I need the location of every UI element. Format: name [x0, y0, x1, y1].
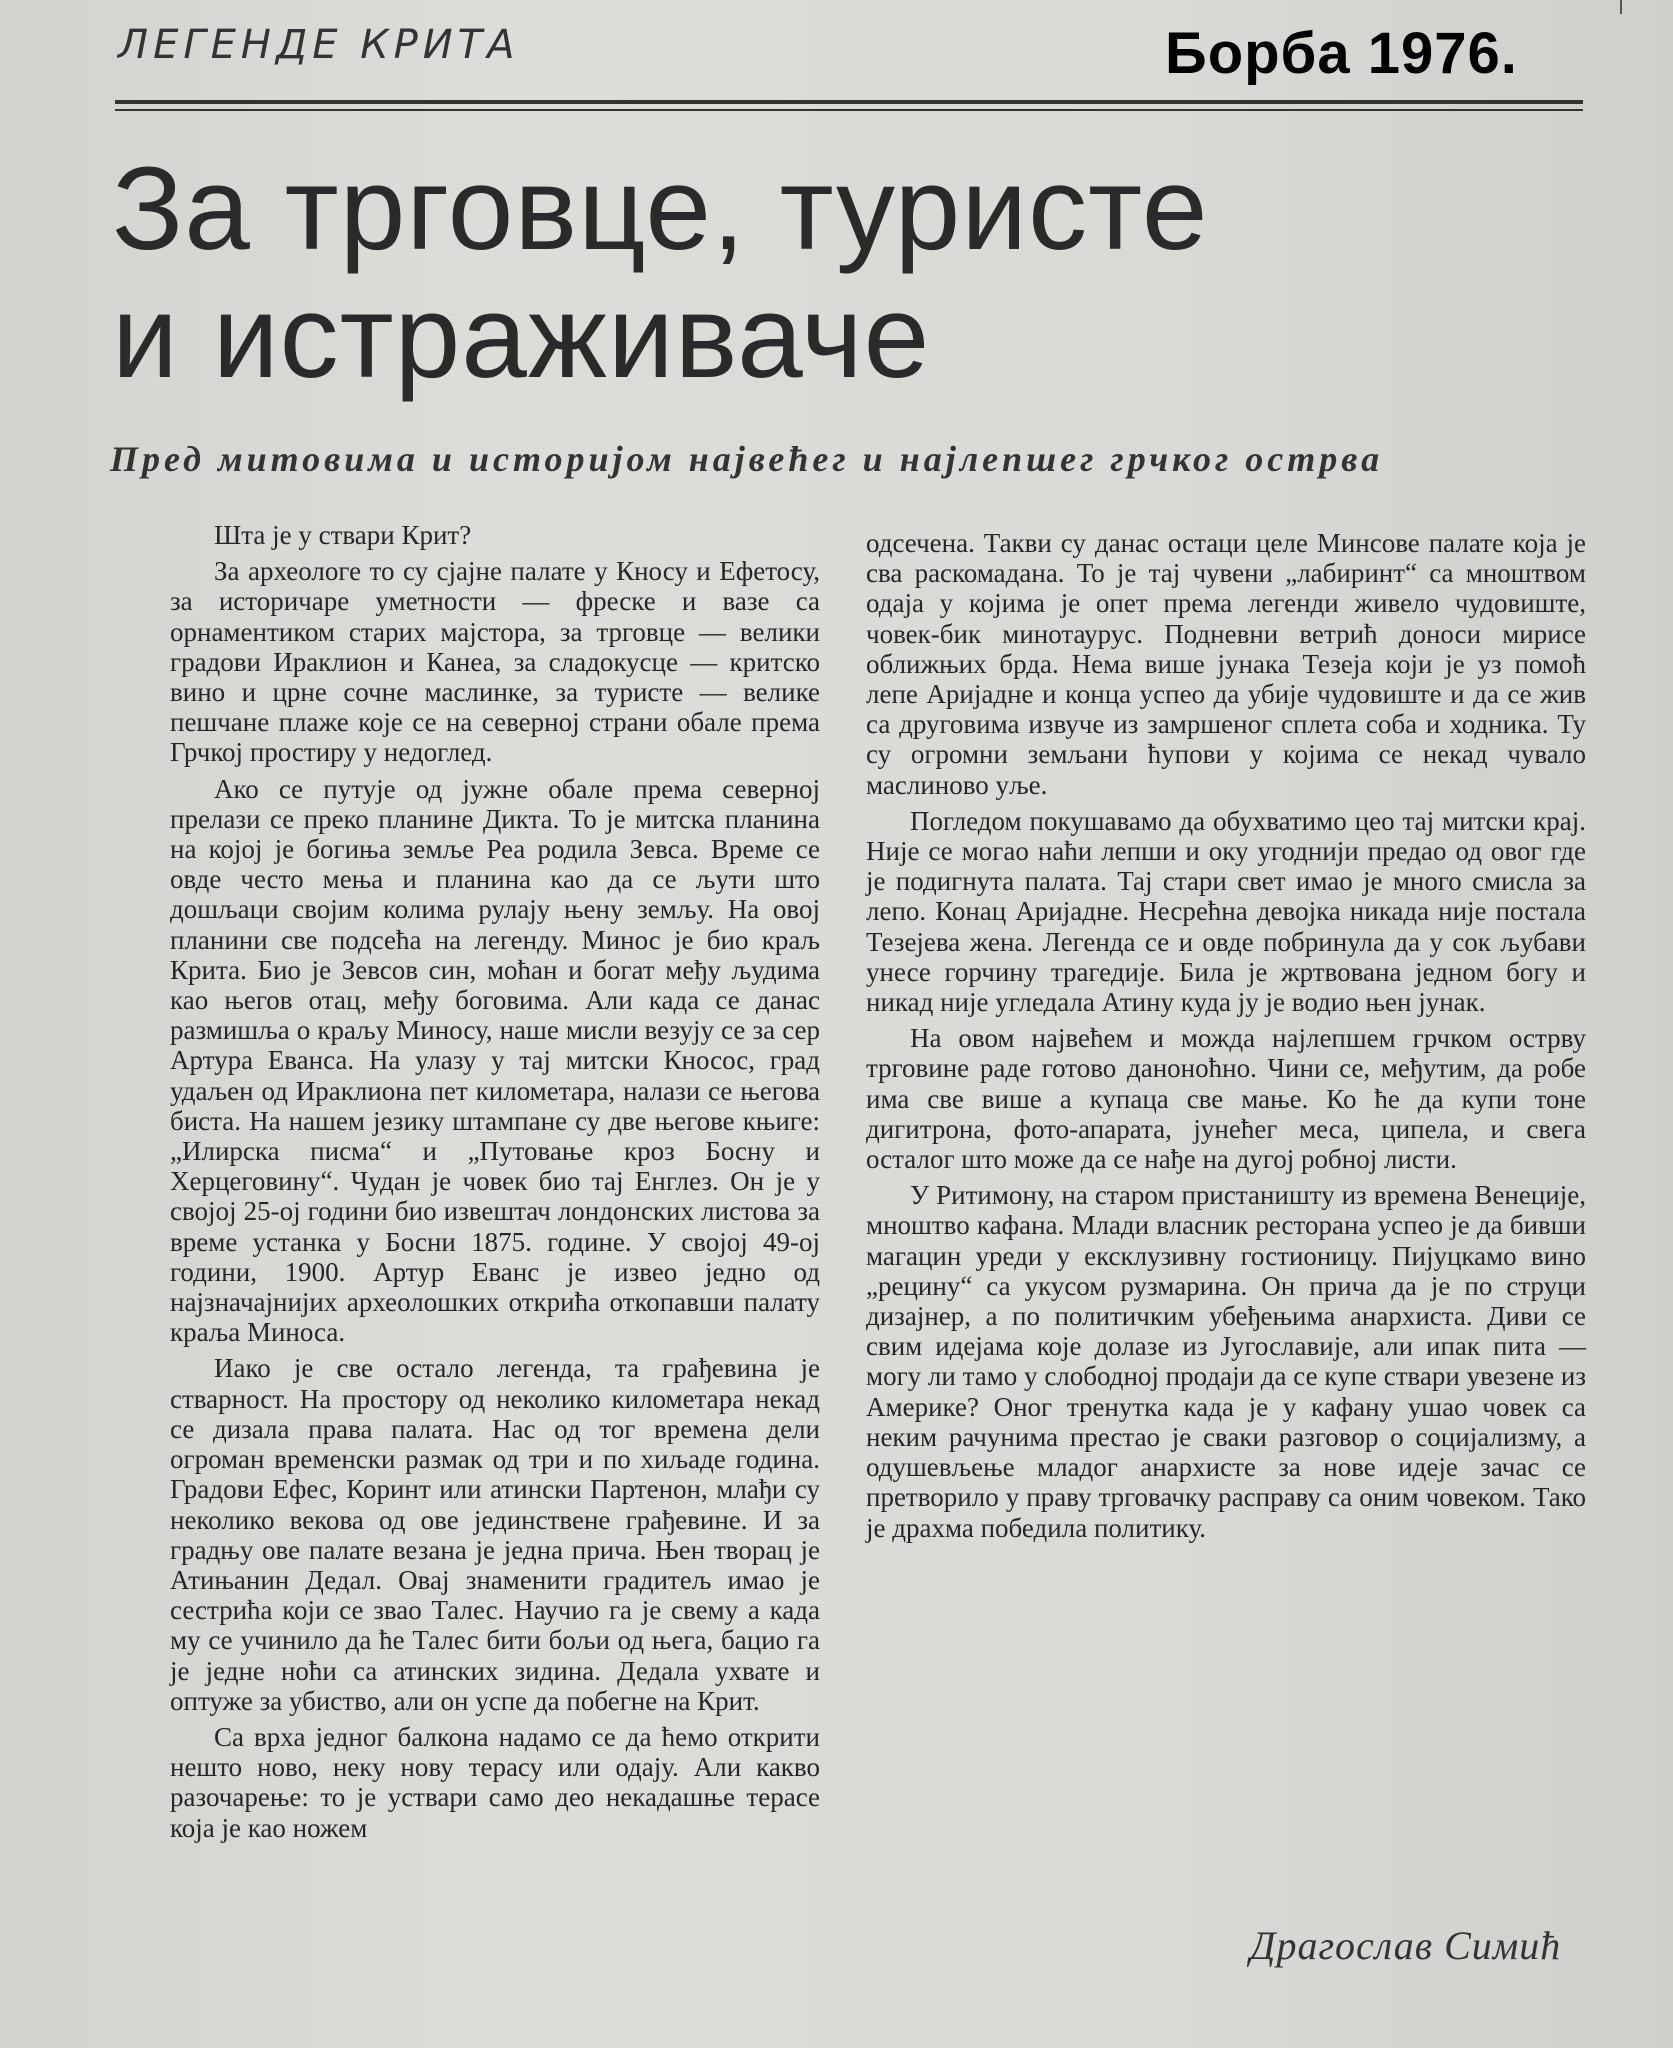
- paragraph: Ако се путује од јужне обале према северној прелази се преко планине Дикта. То је митска планина на којој је богиња земље Реа родила Зевса. Време се овде често мења и планина као да се љути што дошљаци својим колима рулају њену земљу. На овој планини све подсећа на легенду. Минос је био краљ Крита. Био је Зевсов син, моћан и богат међу људима као његов отац, међу боговима. Али када се данас размишља о краљу Миносу, наше мисли везују се за сер Артура Еванса. На улазу у тај митски Кносос, град удаљен од Ираклиона пет километара, налази се његова биста. На нашем језику штампане су две његове књиге: „Илирска писма“ и „Путовање кроз Босну и Херцеговину“. Чудан је човек био тај Енглез. Он је у својој 25-ој години био извештач лондонских листова за време устанка у Босни 1875. године. У својој 49-ој години, 1900. Артур Еванс је извео једно од најзначајнијих археолошких открића откопавши палату краља Миноса.: [170, 773, 820, 1348]
- section-rubric: ЛЕГЕНДЕ КРИТА: [118, 22, 520, 68]
- right-column: [866, 528, 1586, 1549]
- header-rule: [115, 100, 1583, 111]
- source-label: Борба 1976.: [1165, 21, 1518, 86]
- paragraph: Са врха једног балкона надамо се да ћемо открити нешто ново, неку нову терасу или одају. Али какво разочарење: то је уствари само део некадашње терасе која је као ножем: [170, 1721, 820, 1843]
- article-headline: [112, 145, 1412, 401]
- paragraph: Иако је све остало легенда, та грађевина је стварност. На простору од неколико километара некад се дизала права палата. Нас од тог времена дели огроман временски размак од три и по хиљаде година. Градови Ефес, Коринт или атински Партенон, млађи су неколико векова од ове јединствене грађевине. И за градњу ове палате везана је једна прича. Њен творац је Атињанин Дедал. Овај знаменити градитељ имао је сестрића који се звао Талес. Научио га је свему а када му се учинило да ће Талес бити бољи од њега, бацио га је једне ноћи са атинских зидина. Дедала ухвате и оптуже за убиство, али он успе да побегне на Крит.: [170, 1353, 820, 1716]
- headline-line-2: и истраживаче: [112, 271, 931, 403]
- paragraph: На овом највећем и можда најлепшем грчком острву трговине раде готово даноноћно. Чини се, међутим, да робе има све више а купаца све мање. Ко ће да купи тоне дигитрона, фото-апарата, јунећег меса, ципела, и свега осталог што може да се нађе на дугој робној листи.: [866, 1023, 1586, 1175]
- paragraph: У Ритимону, на старом пристаништу из времена Венеције, мноштво кафана. Млади власник ресторана успео је да бивши магацин уреди у ексклузивну гостионицу. Пијуцкамо вино „рецину“ са укусом рузмарина. Он прича да је по струци дизајнер, а по политичким убеђењима анархиста. Диви се свим идејама које долазе из Југославије, али ипак пита — могу ли тамо у слободној продаји да се купе ствари увезене из Америке? Оног тренутка када је у кафану ушао човек са неким рачунима престао је сваки разговор о социјализму, а одушевљење младог анархисте за нове идеје зачас се претворило у праву трговачку расправу са оним човеком. Тако је драхма победила политику.: [866, 1180, 1586, 1543]
- author-signature: Драгослав Симић: [1250, 1923, 1562, 1968]
- paragraph: одсечена. Такви су данас остаци целе Минсове палате која је сва раскомадана. То је тај чувени „лабиринт“ са мноштвом одаја у којима је опет према легенди живело чудовиште, човек-бик минотаурус. Подневни ветрић доноси мирисе оближњих брда. Нема више јунака Тезеја који је уз помоћ лепе Аријадне и конца успео да убије чудовиште и да се жив са друговима извуче из замршеног сплета соба и ходника. Ту су огромни земљани ћупови у којима се некад чувало маслиново уље.: [866, 528, 1586, 800]
- article-subheadline: Пред митовима и историјом највећег и најлепшег грчког острва: [110, 439, 1384, 479]
- paragraph: Шта је у ствари Крит?: [214, 520, 472, 550]
- headline-line-1: За трговце, туристе: [112, 143, 1209, 275]
- scan-edge-mark: [1620, 0, 1634, 14]
- paragraph: Погледом покушавамо да обухватимо цео тај митски крај. Није се могао наћи лепши и оку угоднији предао од овог где је подигнута палата. Тај стари свет имао је много смисла за лепо. Конац Аријадне. Несрећна девојка никада није постала Тезејева жена. Легенда се и овде побринула да у сок љубави унесе горчину трагедије. Била је жртвована једном богу и никад није угледала Атину куда ју је водио њен јунак.: [866, 805, 1586, 1018]
- paragraph: За археологе то су сјајне палате у Кносу и Ефетосу, за историчаре уметности — фреске и вазе са орнаментиком старих мајстора, за трговце — велики градови Ираклион и Канеа, за сладокусце — критско вино и црне сочне маслинке, за туристе — велике пешчане плаже које се на северној страни обале према Грчкој простиру у недоглед.: [170, 556, 820, 768]
- left-column: [170, 520, 820, 1849]
